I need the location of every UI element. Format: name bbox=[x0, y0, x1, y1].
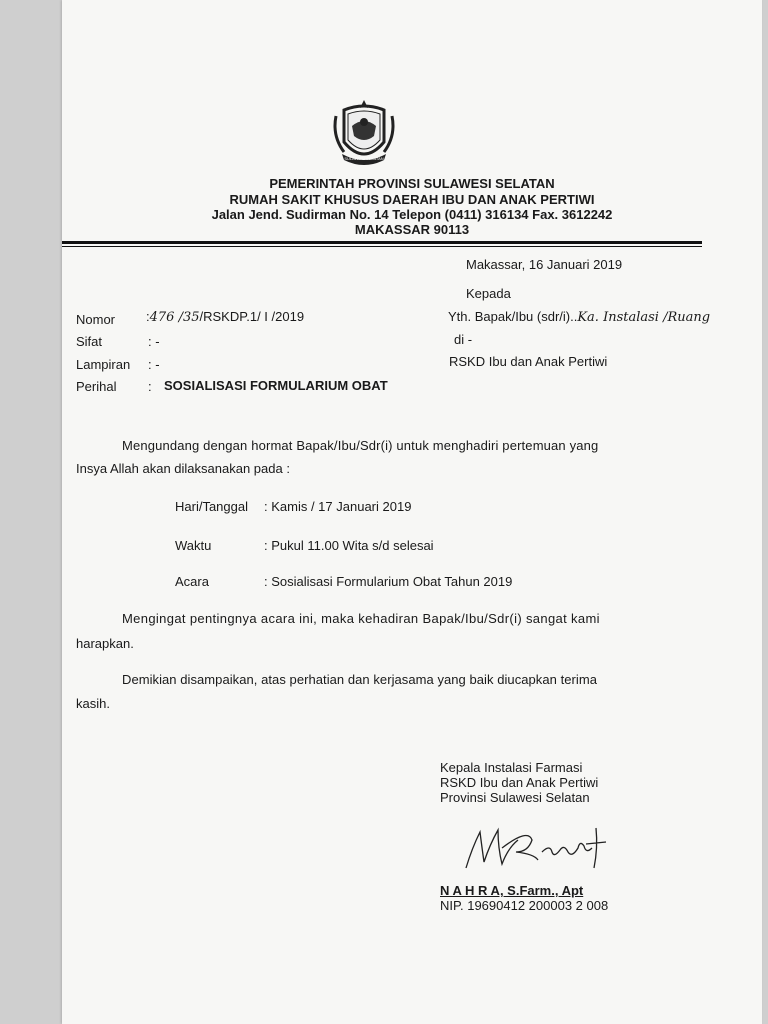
paragraph3-line2: kasih. bbox=[76, 696, 110, 711]
sifat-value: : - bbox=[148, 334, 160, 349]
lampiran-label: Lampiran bbox=[76, 357, 131, 372]
nomor-label: Nomor bbox=[76, 312, 116, 327]
nomor-value: :476 /35/RSKDP.1/ I /2019 bbox=[146, 309, 305, 325]
letterhead-rule-thick bbox=[62, 241, 702, 244]
signer-title-line1: Kepala Instalasi Farmasi bbox=[440, 760, 583, 775]
letterhead-line3: Jalan Jend. Sudirman No. 14 Telepon (0411) 316134 Fax. 3612242 bbox=[211, 207, 613, 222]
place-date: Makassar, 16 Januari 2019 bbox=[466, 257, 623, 272]
province-emblem-icon bbox=[330, 96, 398, 170]
perihal-value: SOSIALISASI FORMULARIUM OBAT bbox=[164, 378, 388, 393]
signer-name: N A H R A, S.Farm., Apt bbox=[440, 883, 584, 898]
detail-label-hari: Hari/Tanggal bbox=[175, 499, 248, 514]
lampiran-value: : - bbox=[148, 357, 160, 372]
signer-title-line3: Provinsi Sulawesi Selatan bbox=[440, 790, 590, 805]
sifat-label: Sifat bbox=[76, 334, 103, 349]
letter-page bbox=[62, 0, 762, 1024]
recipient-kepada: Kepada bbox=[466, 286, 511, 301]
paragraph2-line1: Mengingat pentingnya acara ini, maka kehadiran Bapak/Ibu/Sdr(i) sangat kami bbox=[122, 611, 600, 626]
handwritten-signature bbox=[458, 818, 618, 878]
detail-label-waktu: Waktu bbox=[175, 538, 212, 553]
paragraph3-line1: Demikian disampaikan, atas perhatian dan kerjasama yang baik diucapkan terima bbox=[122, 672, 597, 687]
letterhead-line1: PEMERINTAH PROVINSI SULAWESI SELATAN bbox=[269, 176, 555, 191]
letterhead-line2: RUMAH SAKIT KHUSUS DAERAH IBU DAN ANAK PERTIWI bbox=[229, 192, 595, 207]
letterhead-rule-thin bbox=[62, 246, 702, 247]
recipient-place: RSKD Ibu dan Anak Pertiwi bbox=[449, 354, 608, 369]
recipient-yth: Yth. Bapak/Ibu (sdr/i)..Ka. Instalasi /Ruang bbox=[448, 309, 711, 325]
nomor-handwritten: 476 /35 bbox=[149, 310, 200, 325]
signer-title-line2: RSKD Ibu dan Anak Pertiwi bbox=[440, 775, 599, 790]
paragraph2-line2: harapkan. bbox=[76, 636, 134, 651]
recipient-di: di - bbox=[454, 332, 473, 347]
perihal-separator: : bbox=[148, 379, 152, 394]
detail-value-waktu: : Pukul 11.00 Wita s/d selesai bbox=[264, 538, 434, 553]
paragraph1-line2: Insya Allah akan dilaksanakan pada : bbox=[76, 461, 290, 476]
emblem-text: SULAWESI SELATAN bbox=[344, 156, 384, 161]
detail-label-acara: Acara bbox=[175, 574, 209, 589]
detail-value-hari: : Kamis / 17 Januari 2019 bbox=[264, 499, 412, 514]
perihal-label: Perihal bbox=[76, 379, 117, 394]
handwritten-addressee: Ka. Instalasi /Ruang bbox=[577, 310, 711, 325]
letterhead-line4: MAKASSAR 90113 bbox=[354, 222, 470, 237]
paragraph1-line1: Mengundang dengan hormat Bapak/Ibu/Sdr(i) untuk menghadiri pertemuan yang bbox=[122, 438, 599, 453]
signer-nip: NIP. 19690412 200003 2 008 bbox=[440, 898, 609, 913]
detail-value-acara: : Sosialisasi Formularium Obat Tahun 2019 bbox=[264, 574, 513, 589]
